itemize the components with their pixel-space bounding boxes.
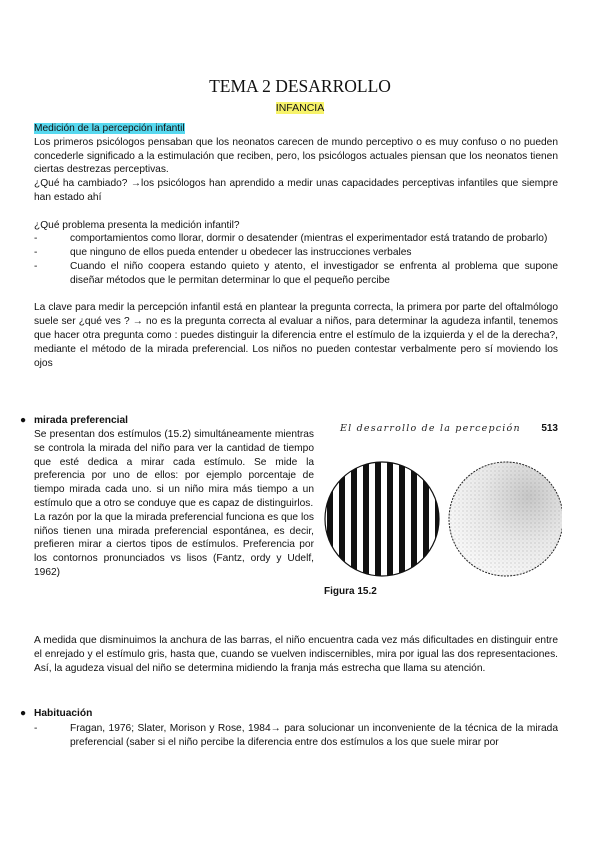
mirada-paragraph-1: Se presentan dos estímulos (15.2) simultáneamente mientras se controla la mirada del niño para ver la cantidad de tiempo que esté dedica a mirar cada estímulo. Se mide la preferencia por uno de ellos: por ejemplo porcentaje de tiempo mirada cada uno. si un niño mira más tiempo a un estímulo que a otro se conduye que es capaz de distinguirlos. — [34, 429, 314, 509]
bullet-heading: Habituación — [34, 708, 93, 719]
mirada-paragraph-2: La razón por la que la mirada preferencial funciona es que los niños tienen una mirada preferencial espontánea, es decir, prefieren mirar a ciertos tipos de estímulos. Preferencia por los contornos pronunciados vs lisos (Fantz, ordy y Udelf, 1962) — [34, 511, 314, 578]
page-subtitle — [0, 101, 600, 115]
dash-marker: - — [34, 260, 38, 272]
dash-marker: - — [34, 247, 38, 259]
bullet-habituacion — [20, 707, 92, 721]
mirada-conclusion — [34, 634, 558, 675]
dash-marker: - — [34, 233, 38, 245]
key-paragraph: La clave para medir la percepción infantil está en plantear la pregunta correcta, la primera por parte del oftalmólogo suele ser ¿qué ves ? → no es la pregunta correcta al evaluar a niños, para determinar la agudeza infantil, tenemos que hacer otra pregunta como : puedes distinguir la diferencia entre el estímulo de la izquierda y el de la derecha?, mediante el método de la mirada preferencial. Los niños no pueden contestar verbalmente pero sí moviendo los ojos — [34, 302, 558, 369]
mirada-paragraph-3: A medida que disminuimos la anchura de las barras, el niño encuentra cada vez más dificultades en distinguir entre el enrejado y el estímulo gris, hasta que, cuando se vuelven indiscernibles, mira por igual las dos representaciones. Así, la agudeza visual del niño se determina midiendo la franja más estrecha que llama su atención. — [34, 635, 558, 674]
mirada-text-column — [34, 428, 314, 580]
bullet-heading: mirada preferencial — [34, 415, 128, 426]
habituacion-item: - Fragan, 1976; Slater, Morison y Rose, 1984→ para solucionar un inconveniente de la técnica de la mirada preferencial (saber si el niño percibe la diferencia entre dos estímulos a los que suele mirar por — [34, 723, 558, 748]
section-heading-text: Medición de la percepción infantil — [34, 123, 185, 134]
problem-item: - comportamientos como llorar, dormir o desatender (mientras el experimentador está tratando de probarlo) — [34, 233, 548, 245]
bullet-mirada-preferencial — [20, 414, 128, 428]
figure-book-header: El desarrollo de la percepción — [340, 423, 521, 434]
grating-stimulus — [322, 458, 442, 583]
figure-label: Figura 15.2 — [324, 586, 377, 597]
spacer — [34, 288, 558, 302]
figure-15-2 — [322, 418, 562, 608]
figure-stimuli — [322, 418, 562, 608]
figure-page-number: 513 — [541, 423, 558, 434]
problem-item: - Cuando el niño coopera estando quieto y atento, el investigador se enfrenta al problema que supone diseñar métodos que le permitan determinar lo que el pequeño percibe — [34, 260, 558, 286]
page-title: TEMA 2 DESARROLLO — [209, 76, 391, 96]
problem-question: ¿Qué problema presenta la medición infantil? — [34, 219, 240, 231]
gray-stimulus — [449, 462, 562, 576]
section-heading — [34, 122, 558, 136]
bullet-icon: ● — [20, 708, 27, 719]
section-measurement — [34, 122, 558, 370]
spacer — [34, 205, 558, 219]
intro-paragraph: Los primeros psicólogos pensaban que los neonatos carecen de mundo perceptivo o es muy confuso o no pueden concederle significado a la estimulación que reciben, pero, los psicólogos actuales piensan que los neonatos tienen ciertas destrezas perceptivas. — [34, 136, 558, 176]
change-paragraph: ¿Qué ha cambiado? →los psicólogos han aprendido a medir unas capacidades perceptivas infantiles que siempre han estado ahí — [34, 178, 558, 203]
subtitle-highlight: INFANCIA — [275, 102, 325, 114]
problem-item: - que ninguno de ellos pueda entender u obedecer las instrucciones verbales — [34, 247, 412, 259]
habituacion-list — [34, 722, 558, 750]
bullet-icon: ● — [20, 415, 27, 426]
dash-marker: - — [34, 723, 38, 734]
